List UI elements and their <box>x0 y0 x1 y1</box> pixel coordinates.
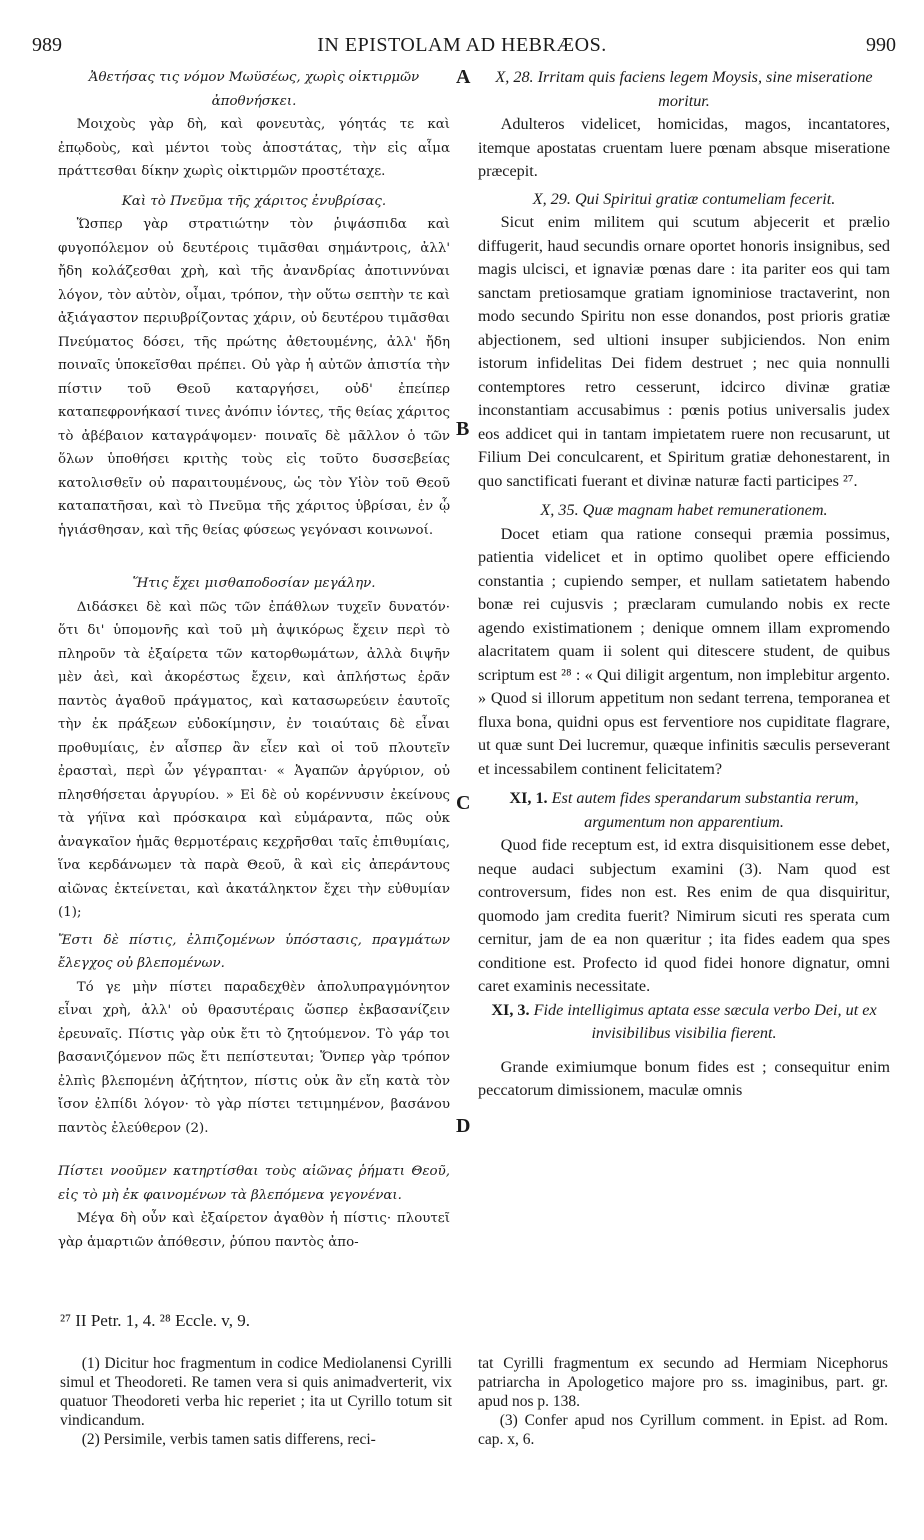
latin-lemma-ref: XI, 3. <box>491 1000 530 1019</box>
margin-letter-a: A <box>456 66 471 88</box>
greek-paragraph: Τό γε μὴν πίστει παραδεχθὲν ἀπολυπραγμόνητον εἶναι χρὴ, ἀλλ' οὐ θρασυτέραις ὥσπερ ἐκβασανίζειν ἐρευναῖς. Πίστις γὰρ οὐκ ἔτι τὸ ζητούμενον. Τὸ γάρ τοι βασανιζόμενον πῶς ἔτι πεπίστευται; Ὅνπερ γὰρ τρόπον ἐλπὶς βλεπομένη ἀζήτητον, πίστις οὐκ ἂν εἴη κατὰ τὸν ἴσον ἐλπίδι λόγον· τὸ γὰρ πίστει τετιμημένον, βασάνου παντὸς ἐλεύθερον (2). <box>58 979 450 1136</box>
margin-letter-c: C <box>456 792 471 814</box>
latin-paragraph: Grande eximiumque bonum fides est ; consequitur enim peccatorum dimissionem, maculæ omnis <box>478 1057 890 1099</box>
latin-lemma: X, 35. Quæ magnam habet remunerationem. <box>540 501 828 519</box>
greek-paragraph: Μέγα δὴ οὖν καὶ ἐξαίρετον ἀγαθὸν ἡ πίστις· πλουτεῖ γὰρ ἁμαρτιῶν ἀπόθεσιν, ῥύπου παντὸς ἀπο- <box>58 1211 450 1250</box>
running-title: IN EPISTOLAM AD HEBRÆOS. <box>317 34 607 56</box>
latin-column <box>478 66 890 1103</box>
latin-lemma-ref: XI, 1. <box>509 789 548 807</box>
footnote: (2) Persimile, verbis tamen satis differens, reci- <box>81 1431 376 1448</box>
greek-lemma: Ἔστι δὲ πίστις, ἐλπιζομένων ὑπόστασις, πραγμάτων ἔλεγχος οὐ βλεπομένων. <box>58 932 450 971</box>
page-number-left: 989 <box>32 34 62 56</box>
greek-paragraph: Μοιχοὺς γὰρ δὴ, καὶ φονευτὰς, γόητάς τε καὶ ἐπῳδοὺς, καὶ μέντοι τοὺς ἀποστάτας, τὴν εἰς αἷμα πράττεσθαι δίκην χωρὶς οἰκτιρμῶν προστέταχε. <box>58 117 450 179</box>
footnotes-right <box>478 1354 888 1449</box>
footnote: (3) Confer apud nos Cyrillum comment. in Epist. ad Rom. cap. x, 6. <box>478 1412 888 1448</box>
latin-lemma-text: Est autem fides sperandarum substantia rerum, argumentum non apparentium. <box>551 789 859 831</box>
footnote-continuation: tat Cyrilli fragmentum ex secundo ad Hermiam Nicephorus patriarcha in Apologetico majore pro ss. imaginibus, part. gr. apud nos p. 138. <box>478 1355 888 1410</box>
page-number-right: 990 <box>866 34 896 56</box>
latin-paragraph: Adulteros videlicet, homicidas, magos, incantatores, itemque apostatas cruentam luere pœnam absque miseratione præcepit. <box>478 115 890 180</box>
greek-lemma: Ἀθετήσας τις νόμον Μωϋσέως, χωρὶς οἰκτιρμῶν ἀποθνήσκει. <box>88 70 420 109</box>
margin-letter-d: D <box>456 1115 471 1137</box>
scripture-references: ²⁷ II Petr. 1, 4. ²⁸ Eccle. v, 9. <box>60 1311 250 1330</box>
latin-paragraph: Sicut enim militem qui scutum abjecerit et prælio diffugerit, haud secundis ornare oportet honoris insignibus, sed magis ulcisci, et ignaviæ pœnas dare : ita pariter eos qui tam sanctam pretiosamque gratiam ignominiose tractaverint, non modo secundo Spiritu non esse donandos, post prioris gratiæ abjectionem, sed ultioni insuper subjiciendos. Non enim istorum infidelitas Dei fidem destruet ; nec quia nonnulli contemptores retro cesserunt, idcirco divinæ gratiæ inconstantiam accusabimus : pœnis potius universalis judex eos addicet qui in tantam impietatem ruere non recusarunt, ut Filium Dei conculcarent, et Spiritum gratiæ dehonestarent, in quo sanctificati fuerant et divinæ naturæ facti participes ²⁷. <box>478 213 890 490</box>
latin-lemma-text: Fide intelligimus aptata esse sæcula verbo Dei, ut ex invisibilibus visibilia fierent. <box>533 1000 877 1042</box>
latin-lemma <box>478 999 890 1046</box>
running-header <box>0 34 924 60</box>
latin-lemma: X, 28. Irritam quis faciens legem Moysis, sine miseratione moritur. <box>495 68 873 110</box>
greek-lemma: Πίστει νοοῦμεν κατηρτίσθαι τοὺς αἰῶνας ῥήματι Θεοῦ, εἰς τὸ μὴ ἐκ φαινομένων τὰ βλεπόμενα γεγονέναι. <box>58 1164 450 1203</box>
latin-paragraph: Docet etiam qua ratione consequi præmia possimus, patientia videlicet et in optimo quolibet opere efficiendo constantia ; cupiendo semper, et nullam satietatem habendo bonæ rei cujusvis ; præclaram cumulando nobis ex recte agendo existimationem ; denique omnem illam expromendo alacritatem quam ii solent qui ditescere student, de quibus scriptum est ²⁸ : « Qui diligit argentum, non implebitur argento. » Quod si illorum appetitum non sedant terrena, temporanea et fluxa bona, quidni opus est ferventiore nos cupiditate flagrare, ut quæ sunt Dei lucremur, quæque infinitis sæculis perseverant et incessabilem continent felicitatem? <box>478 524 890 778</box>
greek-column <box>58 66 450 1254</box>
latin-lemma <box>478 787 890 834</box>
greek-lemma: Καὶ τὸ Πνεῦμα τῆς χάριτος ἐνυβρίσας. <box>121 193 387 209</box>
latin-lemma: X, 29. Qui Spiritui gratiæ contumeliam fecerit. <box>532 189 836 208</box>
greek-lemma: Ἥτις ἔχει μισθαποδοσίαν μεγάλην. <box>132 576 376 591</box>
greek-paragraph: Ὥσπερ γὰρ στρατιώτην τὸν ῥιψάσπιδα καὶ φυγοπόλεμον οὐ δευτέροις τιμᾶσθαι σημάντροις, ἀλλ' ἤδη κολάζεσθαι χρὴ, καὶ τῆς ἀνανδρίας ἀποτιννύναι λόγον, τὸν αὐτὸν, οἶμαι, τρόπον, τὴν οὕτω σεπτὴν τε καὶ ἀξιάγαστον περιυβρίζοντας χάριν, οὐ δευτέρου τιμᾶσθαι Πνεύματος δόσει, τῆς πρώτης ἀθετουμένης, ἀλλ' ἤδη ποιναῖς ὑποκεῖσθαι πρέπει. Οὐ γὰρ ἡ αὐτῶν ἀπιστία τὴν πίστιν τοῦ Θεοῦ καταργήσει, οὐδ' ἐπείπερ καταπεφρονήκασί τινες ἀνόπιν ἰόντες, τῆς θείας χάριτος τὸ ἀβέβαιον καταγράψομεν· ποιναῖς δὲ μᾶλλον ὁ τῶν ὅλων ὑποθήσει κριτὴς τοὺς εἰς τοῦτο δυσσεβείας κατολισθεῖν οὐ παραιτουμένους, ὡς τὸν Υἱὸν τοῦ Θεοῦ καταπατῆσαι, καὶ τὸ Πνεῦμα τῆς χάριτος ὑβρίσαι, ἐν ᾧ ἡγιάσθησαν, καὶ τῆς θείας φύσεως γεγόνασι κοινωνοί. <box>58 217 450 538</box>
footnotes-left <box>60 1354 452 1449</box>
greek-paragraph: Διδάσκει δὲ καὶ πῶς τῶν ἐπάθλων τυχεῖν δυνατόν· ὅτι δι' ὑπομονῆς καὶ τοῦ μὴ ἀψικόρως ἔχειν περὶ τὸ πληροῦν τὰ ἐξαίρετα τῶν κατορθωμάτων, ἀλλὰ διψῆν μὲν ἀεὶ, καὶ ἀκορέστως ἔχειν, καὶ ἀπλήστως ἐρᾶν παντὸς ἀγαθοῦ πράγματος, καὶ κατασωρεύειν ἑαυτοῖς τὴν ἐκ πράξεων εὐδοκίμησιν, ἐν τοιαύταις δὲ εἶναι προθυμίαις, ἐν αἷσπερ ἂν εἶεν καὶ οἱ τοῦ πλουτεῖν ἐρασταὶ, περὶ ὧν γέγραπται· « Ἀγαπῶν ἀργύριον, οὐ πλησθήσεται ἀργυρίου. » Εἰ δὲ οὐ κορέννυσιν ἐκείνους τὰ γήϊνα καὶ πρόσκαιρα καὶ εὐμάραντα, πῶς οὐκ ἀναγκαῖον ἡμᾶς θερμοτέραις κεχρῆσθαι ταῖς ἐπιθυμίαις, ἵνα κερδάνωμεν τὰ παρὰ Θεοῦ, ἃ καὶ εἰς ἀπεράντους αἰῶνας ἐκτείνεται, καὶ ἀκατάληκτον ἔχει τὴν εὐθυμίαν (1); <box>58 599 450 920</box>
margin-letter-b: B <box>456 418 470 440</box>
latin-paragraph: Quod fide receptum est, id extra disquisitionem esse debet, neque audaci subjectum examini (3). Nam quod est controversum, fides non est. Res enim de qua disquiritur, quomodo jam credita fuerit? Nimirum sicuti res sperata cum cernitur, jam de ea non quæritur ; ita fides eadem qua spes conditione est. Profecto id quod fidei honore dignatur, omni caret examinis necessitate. <box>478 836 890 995</box>
footnote: (1) Dicitur hoc fragmentum in codice Mediolanensi Cyrilli simul et Theodoreti. Re tamen vera si quis animadverterit, vix quatuor Theodoreti verba hic reperiet ; ita ut Cyrillo totum sit vindicandum. <box>60 1355 452 1429</box>
